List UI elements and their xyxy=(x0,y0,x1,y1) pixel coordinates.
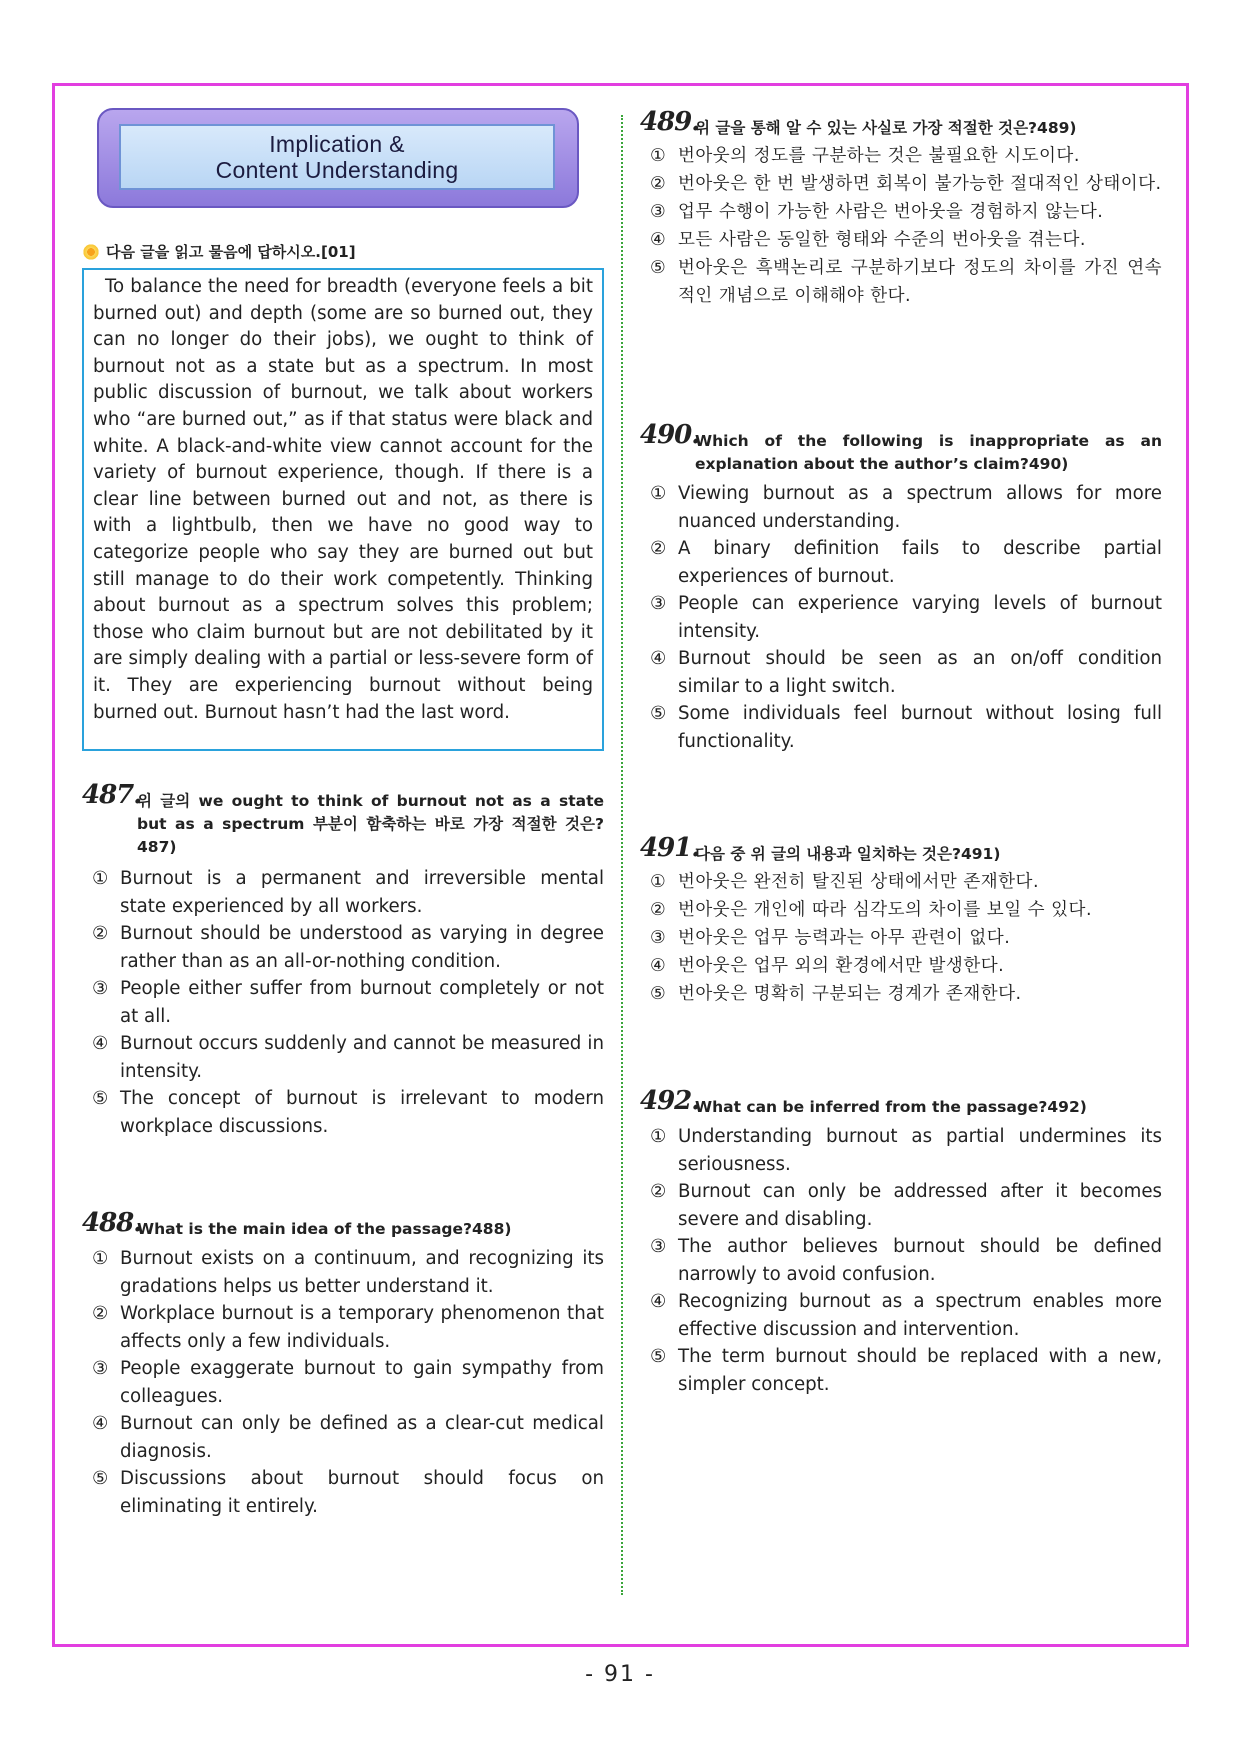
question-490 xyxy=(640,420,1162,755)
option-1[interactable] xyxy=(640,480,1162,535)
option-text: The term burnout should be replaced with a new, simpler concept. xyxy=(678,1346,1162,1395)
option-5[interactable] xyxy=(640,980,1162,1008)
option-2[interactable] xyxy=(82,920,604,975)
option-marker: ② xyxy=(92,923,109,944)
option-1[interactable] xyxy=(640,142,1162,170)
option-1[interactable] xyxy=(640,868,1162,896)
question-stem: 다음 중 위 글의 내용과 일치하는 것은?491) xyxy=(695,845,1001,863)
option-3[interactable] xyxy=(640,198,1162,226)
section-title-line2: Content Understanding xyxy=(215,157,459,183)
option-5[interactable] xyxy=(640,1343,1162,1398)
option-marker: ③ xyxy=(650,928,667,948)
question-number: 488. xyxy=(82,1208,142,1238)
option-5[interactable] xyxy=(82,1085,604,1140)
question-stem: What is the main idea of the passage?488) xyxy=(137,1220,512,1238)
option-4[interactable] xyxy=(82,1030,604,1085)
option-3[interactable] xyxy=(82,1355,604,1410)
option-text: 번아웃은 명확히 구분되는 경계가 존재한다. xyxy=(678,984,1022,1004)
option-marker: ② xyxy=(650,1181,667,1202)
question-489 xyxy=(640,107,1162,310)
option-3[interactable] xyxy=(640,1233,1162,1288)
option-text: The author believes burnout should be defined narrowly to avoid confusion. xyxy=(678,1236,1162,1285)
option-text: People exaggerate burnout to gain sympathy from colleagues. xyxy=(120,1358,604,1407)
question-header xyxy=(640,1086,1162,1119)
option-5[interactable] xyxy=(640,700,1162,755)
option-3[interactable] xyxy=(640,924,1162,952)
question-stem: What can be inferred from the passage?492) xyxy=(695,1098,1087,1116)
question-stem: 위 글을 통해 알 수 있는 사실로 가장 적절한 것은?489) xyxy=(695,119,1077,137)
option-text: Understanding burnout as partial undermines its seriousness. xyxy=(678,1126,1162,1175)
option-text: 번아웃은 한 번 발생하면 회복이 불가능한 절대적인 상태이다. xyxy=(678,174,1162,194)
option-marker: ③ xyxy=(650,593,667,614)
option-text: People either suffer from burnout completely or not at all. xyxy=(120,978,604,1027)
option-marker: ⑤ xyxy=(650,258,667,278)
section-title-line1: Implication & xyxy=(269,131,405,157)
page-number: - 91 - xyxy=(585,1662,655,1687)
option-2[interactable] xyxy=(82,1300,604,1355)
question-492 xyxy=(640,1086,1162,1398)
question-stem: 위 글의 we ought to think of burnout not as a state but as a spectrum 부분이 함축하는 바로 가장 적절한 것은?487) xyxy=(137,792,604,856)
option-marker: ① xyxy=(650,146,667,166)
option-text: Burnout can only be defined as a clear-cut medical diagnosis. xyxy=(120,1413,604,1462)
option-marker: ⑤ xyxy=(650,703,667,724)
option-marker: ④ xyxy=(92,1413,109,1434)
option-text: Burnout should be understood as varying in degree rather than as an all-or-nothing condition. xyxy=(120,923,604,972)
option-marker: ① xyxy=(650,483,667,504)
option-text: Burnout should be seen as an on/off condition similar to a light switch. xyxy=(678,648,1162,697)
option-marker: ① xyxy=(650,1126,667,1147)
option-text: Burnout is a permanent and irreversible mental state experienced by all workers. xyxy=(120,868,604,917)
option-marker: ⑤ xyxy=(650,984,667,1004)
option-text: 업무 수행이 가능한 사람은 번아웃을 경험하지 않는다. xyxy=(678,202,1104,222)
question-number: 489. xyxy=(640,107,700,137)
option-3[interactable] xyxy=(82,975,604,1030)
question-487 xyxy=(82,780,604,1140)
option-1[interactable] xyxy=(82,865,604,920)
option-marker: ③ xyxy=(650,202,667,222)
column-divider xyxy=(621,115,623,1595)
question-stem: Which of the following is inappropriate as an explanation about the author’s claim?490) xyxy=(695,432,1162,473)
question-488 xyxy=(82,1208,604,1520)
option-text: 모든 사람은 동일한 형태와 수준의 번아웃을 겪는다. xyxy=(678,230,1086,250)
option-marker: ⑤ xyxy=(92,1088,109,1109)
option-marker: ④ xyxy=(650,230,667,250)
question-number: 492. xyxy=(640,1086,700,1116)
option-text: 번아웃은 개인에 따라 심각도의 차이를 보일 수 있다. xyxy=(678,900,1093,920)
instruction-text: 다음 글을 읽고 물음에 답하시오.[01] xyxy=(106,243,356,261)
flower-icon xyxy=(82,243,100,261)
section-title-inner xyxy=(119,124,555,190)
option-4[interactable] xyxy=(82,1410,604,1465)
option-4[interactable] xyxy=(640,1288,1162,1343)
instruction xyxy=(82,241,356,262)
option-text: Burnout can only be addressed after it becomes severe and disabling. xyxy=(678,1181,1162,1230)
option-text: Workplace burnout is a temporary phenomenon that affects only a few individuals. xyxy=(120,1303,604,1352)
option-text: Recognizing burnout as a spectrum enables more effective discussion and intervention. xyxy=(678,1291,1162,1340)
option-text: 번아웃은 완전히 탈진된 상태에서만 존재한다. xyxy=(678,872,1040,892)
option-text: Burnout exists on a continuum, and recognizing its gradations helps us better understand it. xyxy=(120,1248,604,1297)
question-number: 487. xyxy=(82,780,142,810)
section-title-badge xyxy=(97,108,579,208)
option-text: 번아웃은 흑백논리로 구분하기보다 정도의 차이를 가진 연속적인 개념으로 이해해야 한다. xyxy=(678,258,1162,306)
option-2[interactable] xyxy=(640,896,1162,924)
option-text: People can experience varying levels of burnout intensity. xyxy=(678,593,1162,642)
option-2[interactable] xyxy=(640,170,1162,198)
option-marker: ③ xyxy=(92,1358,109,1379)
option-text: 번아웃의 정도를 구분하는 것은 불필요한 시도이다. xyxy=(678,146,1080,166)
option-4[interactable] xyxy=(640,952,1162,980)
option-marker: ④ xyxy=(650,648,667,669)
option-text: Some individuals feel burnout without losing full functionality. xyxy=(678,703,1162,752)
option-text: 번아웃은 업무 외의 환경에서만 발생한다. xyxy=(678,956,1005,976)
option-text: Discussions about burnout should focus on eliminating it entirely. xyxy=(120,1468,604,1517)
option-text: The concept of burnout is irrelevant to modern workplace discussions. xyxy=(120,1088,604,1137)
option-1[interactable] xyxy=(82,1245,604,1300)
question-header xyxy=(640,420,1162,476)
option-text: Viewing burnout as a spectrum allows for more nuanced understanding. xyxy=(678,483,1162,532)
option-1[interactable] xyxy=(640,1123,1162,1178)
option-marker: ① xyxy=(92,868,109,889)
option-marker: ① xyxy=(92,1248,109,1269)
question-491 xyxy=(640,833,1162,1008)
passage-box: To balance the need for breadth (everyone feels a bit burned out) and depth (some are so burned out, they can no longer do their jobs), we ought to think of burnout not as a state but as a spectrum. In most public discussion of burnout, we talk about workers who “are burned out,” as if that status were black and white. A black-and-white view cannot account for the variety of burnout experience, though. If there is a clear line between burned out and not, as there is with a lightbulb, then we have no good way to categorize people who say they are burned out but still manage to do their work competently. Thinking about burnout as a spectrum solves this problem; those who claim burnout but are not debilitated by it are simply dealing with a partial or less-severe form of it. They are experiencing burnout without being burned out. Burnout hasn’t had the last word. xyxy=(82,268,604,751)
option-2[interactable] xyxy=(640,1178,1162,1233)
option-3[interactable] xyxy=(640,590,1162,645)
option-marker: ④ xyxy=(92,1033,109,1054)
option-marker: ④ xyxy=(650,956,667,976)
option-marker: ② xyxy=(650,174,667,194)
option-5[interactable] xyxy=(82,1465,604,1520)
option-text: A binary definition fails to describe partial experiences of burnout. xyxy=(678,538,1162,587)
option-marker: ③ xyxy=(650,1236,667,1257)
option-text: Burnout occurs suddenly and cannot be measured in intensity. xyxy=(120,1033,604,1082)
option-4[interactable] xyxy=(640,226,1162,254)
option-text: 번아웃은 업무 능력과는 아무 관련이 없다. xyxy=(678,928,1011,948)
question-header xyxy=(640,833,1162,866)
option-4[interactable] xyxy=(640,645,1162,700)
question-header xyxy=(82,1208,604,1241)
option-marker: ③ xyxy=(92,978,109,999)
option-marker: ① xyxy=(650,872,667,892)
option-marker: ④ xyxy=(650,1291,667,1312)
question-number: 491. xyxy=(640,833,700,863)
question-header xyxy=(82,780,604,859)
option-marker: ⑤ xyxy=(650,1346,667,1367)
question-number: 490. xyxy=(640,420,700,450)
option-marker: ② xyxy=(650,900,667,920)
option-2[interactable] xyxy=(640,535,1162,590)
option-5[interactable] xyxy=(640,254,1162,310)
option-marker: ⑤ xyxy=(92,1468,109,1489)
option-marker: ② xyxy=(92,1303,109,1324)
question-header xyxy=(640,107,1162,140)
option-marker: ② xyxy=(650,538,667,559)
